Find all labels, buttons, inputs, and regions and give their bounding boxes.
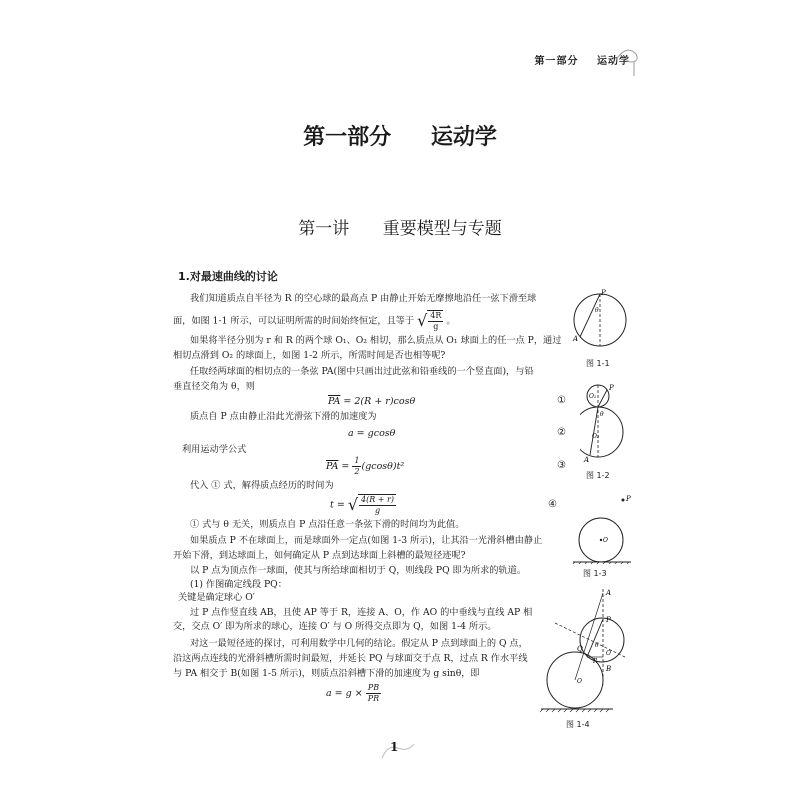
equation-text: = bbox=[338, 461, 353, 472]
equation-lhs: $\overline{PA}$ bbox=[328, 396, 341, 407]
paragraph-line: 开始下滑，到达球面上，如何确定从 P 点到达球面上斜槽的最短径迹呢? bbox=[173, 550, 466, 561]
figure-caption: 图 1-1 bbox=[586, 359, 610, 368]
chord-lower bbox=[590, 407, 598, 455]
label-p: P bbox=[609, 384, 614, 392]
paragraph-line: 过 P 点作竖直线 AB，且使 AP 等于 R，连接 A、O，作 AO 的中垂线与直线 AP 相 bbox=[190, 607, 533, 618]
label-o1: O₁ bbox=[589, 393, 597, 400]
paragraph-line: 交，交点 O′ 即为所求的球心，连接 O′ 与 O 所得交点即为 Q，如图 1-4 所示。 bbox=[173, 621, 497, 632]
equation-fraction bbox=[366, 683, 381, 704]
equation-rhs: = 2(R + r)cosθ bbox=[340, 396, 416, 407]
paragraph-line: 如果将半径分别为 r 和 R 的两个球 O₁、O₂ 相切，那么质点从 O₁ 球面上的任一点 P，通过 bbox=[190, 335, 562, 346]
sqrt-expression bbox=[348, 494, 396, 516]
paragraph-line: 质点自 P 点由静止沿此光滑弦下滑的加速度为 bbox=[190, 411, 377, 422]
equation-text: a = g × bbox=[326, 688, 366, 699]
paragraph-line: 如果质点 P 不在球面上，而是球面外一定点(如图 1-3 所示)，让其沿一光滑斜槽由静止 bbox=[190, 535, 543, 546]
figure-caption: 图 1-3 bbox=[583, 569, 607, 578]
sqrt-icon: √ bbox=[347, 495, 359, 514]
paragraph-line: 相切点滑到 O₂ 的球面上，如图 1-2 所示，所需时间是否也相等呢? bbox=[173, 350, 446, 361]
label-p: P bbox=[626, 495, 631, 503]
fraction-denominator: g bbox=[433, 322, 439, 331]
figure-1-1 bbox=[570, 288, 630, 348]
label-a: A bbox=[573, 335, 579, 343]
paragraph-line: 以 P 点为顶点作一球面，使其与所给球面相切于 Q，则线段 PQ 即为所求的轨道。 bbox=[190, 565, 527, 576]
paragraph-text: 。 bbox=[446, 315, 456, 327]
equation-lhs: $\overline{PA}$ bbox=[326, 461, 339, 472]
label-p: P bbox=[606, 616, 611, 624]
lecture-title bbox=[0, 214, 800, 239]
figure-caption: 图 1-2 bbox=[586, 471, 610, 480]
label-q: Q bbox=[577, 645, 583, 653]
paragraph-line: 垂直径交角为 θ，则 bbox=[173, 381, 255, 392]
fraction-numerator: 4R bbox=[430, 311, 442, 320]
equation-number: ④ bbox=[548, 499, 557, 510]
fraction-denominator: PR bbox=[367, 694, 380, 703]
label-a: A bbox=[584, 456, 590, 464]
header-subject: 运动学 bbox=[597, 56, 630, 67]
label-o2: O₂ bbox=[592, 433, 600, 440]
label-o: O bbox=[603, 537, 608, 544]
equation-3 bbox=[326, 456, 404, 477]
header-swirl-icon bbox=[612, 40, 642, 80]
fraction-numerator: 4(R + r) bbox=[361, 495, 394, 504]
perpendicular-bisector bbox=[555, 623, 625, 657]
equation-4 bbox=[330, 494, 396, 516]
paragraph-line: 代入 ① 式，解得质点经历的时间为 bbox=[190, 480, 334, 491]
label-a: A bbox=[606, 589, 612, 597]
label-theta: θ bbox=[600, 411, 604, 418]
equation-1 bbox=[328, 396, 415, 407]
equation-number: ② bbox=[557, 427, 566, 438]
paragraph-line: 与 PA 相交于 B(如图 1-5 所示)，则质点沿斜槽下滑的加速度为 g sinθ，即 bbox=[173, 668, 480, 679]
line-ao bbox=[575, 593, 603, 680]
fraction-numerator: 1 bbox=[354, 456, 360, 465]
equation-text: (gcosθ)t² bbox=[361, 461, 405, 472]
paragraph-line: (1) 作图确定线段 PQ： bbox=[190, 579, 287, 590]
segment-pq bbox=[587, 619, 603, 657]
header-part: 第一部分 bbox=[534, 56, 579, 67]
part-title-part: 第一部分 bbox=[303, 125, 392, 150]
equation-number: ① bbox=[557, 395, 566, 406]
part-title bbox=[0, 120, 800, 151]
sqrt-icon: √ bbox=[417, 311, 428, 330]
lecture-number: 第一讲 bbox=[298, 219, 350, 239]
sqrt-fraction bbox=[358, 494, 396, 516]
figure-1-3 bbox=[565, 488, 640, 564]
equation-5 bbox=[326, 683, 381, 704]
paragraph-line: 关键是确定球心 O′ bbox=[178, 592, 255, 603]
equation-text: t = bbox=[330, 499, 348, 511]
figure-1-2 bbox=[580, 380, 630, 465]
label-b: B bbox=[606, 665, 612, 673]
fraction-denominator: g bbox=[374, 506, 381, 515]
paragraph-line: ① 式与 θ 无关，则质点自 P 点沿任意一条弦下滑的时间均为此值。 bbox=[190, 519, 465, 530]
fraction-numerator: PB bbox=[367, 683, 380, 692]
label-o-prime: O′ bbox=[606, 650, 613, 657]
paragraph-line: 任取经两球面的相切点的一条弦 PA(图中只画出过此弦和铅垂线的一个竖直面)，与铅 bbox=[190, 366, 534, 377]
lecture-topic: 重要模型与专题 bbox=[382, 219, 502, 239]
figure-1-4 bbox=[535, 585, 635, 715]
label-theta: θ bbox=[595, 307, 599, 314]
part-title-subject: 运动学 bbox=[430, 125, 497, 150]
paragraph-line: 利用运动学公式 bbox=[182, 444, 247, 455]
sqrt-fraction bbox=[427, 310, 443, 332]
paragraph-line: 我们知道质点自半径为 R 的空心球的最高点 P 由静止开始无摩擦地沿任一弦下滑至球 bbox=[190, 293, 537, 304]
paragraph-line: 对这一最短径迹的探讨，可利用数学中几何的结论。假定从 P 点到球面上的 Q 点， bbox=[190, 638, 528, 649]
fraction-denominator: 2 bbox=[354, 467, 360, 476]
label-p: P bbox=[601, 289, 606, 297]
page-number: 1 bbox=[390, 740, 399, 754]
label-o: O bbox=[577, 678, 582, 685]
paragraph-line bbox=[173, 310, 456, 332]
paragraph-line: 沿这两点连线的光滑斜槽所需时间最短，并延长 PQ 与球面交于点 R，过点 R 作水平线 bbox=[173, 653, 528, 664]
sqrt-expression bbox=[417, 310, 443, 332]
equation-number: ③ bbox=[557, 460, 566, 471]
constructed-sphere bbox=[580, 618, 624, 662]
point-p bbox=[622, 499, 625, 502]
figure-caption: 图 1-4 bbox=[566, 720, 590, 729]
label-r: R bbox=[593, 658, 598, 665]
label-theta: θ bbox=[595, 642, 599, 649]
paragraph-text: 面，如图 1-1 所示，可以证明所需的时间始终恒定，且等于 bbox=[173, 315, 415, 327]
equation-2: a = gcosθ bbox=[348, 428, 396, 439]
section-title: 1.对最速曲线的讨论 bbox=[178, 270, 278, 283]
center-o bbox=[600, 539, 602, 541]
